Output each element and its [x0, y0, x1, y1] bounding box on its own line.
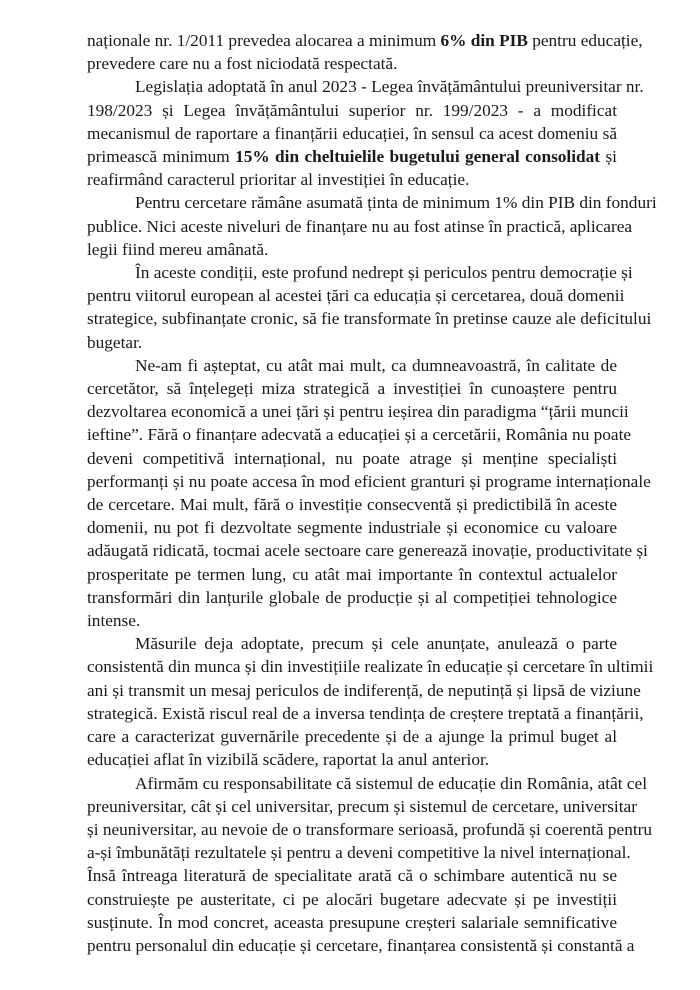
- text-segment: strategice, subfinanțate cronic, să fie transformate în pretinse cauze ale deficitului: [87, 309, 652, 329]
- text-line: [87, 493, 617, 516]
- text-line: [87, 609, 617, 632]
- text-segment: pentru educație,: [527, 31, 643, 50]
- text-line: [87, 516, 617, 539]
- text-segment: consistentă din munca și din investițiile realizate în educație și cercetare în ultimii: [87, 657, 654, 677]
- text-segment: dezvoltarea economică a unei țări și pentru ieșirea din paradigma “țării muncii: [87, 402, 629, 422]
- text-segment: domenii, nu pot fi dezvoltate segmente industriale și economice cu valoare: [87, 518, 617, 538]
- text-line: [87, 702, 644, 725]
- bold-text: 15% din cheltuielile bugetului general consolidat: [235, 147, 601, 167]
- text-line: [87, 400, 629, 423]
- text-line: [87, 354, 617, 377]
- text-segment: care a caracterizat guvernările precedente și de a ajunge la primul buget al: [87, 727, 617, 747]
- text-segment: publice. Nici aceste niveluri de finanțare nu au fost atinse în practică, aplicarea: [87, 216, 633, 236]
- text-segment: transformări din lanțurile globale de producție și al competiției tehnologice: [87, 587, 617, 607]
- text-line: [87, 99, 617, 122]
- text-segment: și neuniversitar, au nevoie de o transformare serioasă, profundă și coerentă pentru: [87, 819, 653, 839]
- text-line: [87, 168, 617, 191]
- text-segment: mecanismul de raportare a finanțării educației, în sensul ca acest domeniu să: [87, 123, 617, 143]
- text-line: [87, 307, 652, 330]
- text-line: [87, 772, 648, 795]
- text-segment: bugetar.: [87, 332, 143, 352]
- text-line: [87, 748, 617, 771]
- text-line: [87, 586, 617, 609]
- text-line: [87, 888, 617, 911]
- text-line: [87, 655, 654, 678]
- text-segment: preuniversitar, cât și cel universitar, precum și sistemul de cercetare, universitar: [87, 796, 637, 816]
- text-segment: a-și îmbunătăți rezultatele și pentru a deveni competitive la nivel internațional.: [87, 843, 631, 863]
- text-segment: și: [600, 147, 617, 167]
- text-segment: de cercetare. Mai mult, fără o investiție consecventă și predictibilă în aceste: [87, 495, 617, 515]
- text-line: [87, 911, 617, 934]
- bold-text: 6% din PIB: [440, 31, 528, 50]
- paragraph-p6: [87, 632, 654, 771]
- text-segment: Însă întreaga literatură de specialitate arată că o schimbare autentică nu se: [87, 866, 617, 886]
- text-segment: 198/2023 și Legea învățământului superior nr. 199/2023 - a modificat: [87, 100, 617, 120]
- text-segment: intense.: [87, 611, 141, 631]
- text-segment: performanți și nu poate accesa în mod eficient granturi și programe internaționale: [87, 471, 651, 491]
- text-segment: susținute. În mod concret, aceasta presupune creșteri salariale semnificative: [87, 912, 617, 932]
- text-segment: ieftine”. Fără o finanțare adecvată a educației și a cercetării, România nu poate: [87, 425, 632, 445]
- text-segment: pentru viitorul european al acestei țări ca educația și cercetarea, două domenii: [87, 286, 625, 306]
- text-segment: reafirmând caracterul prioritar al investiției în educație.: [87, 170, 470, 190]
- text-line: [87, 191, 657, 214]
- text-segment: educației aflat în vizibilă scădere, raportat la anul anterior.: [87, 750, 490, 770]
- paragraph-p1: [87, 29, 643, 75]
- text-line: [87, 447, 617, 470]
- text-segment: prosperitate pe termen lung, cu atât mai importante în contextul actualelor: [87, 564, 617, 584]
- text-line: [87, 934, 635, 957]
- paragraph-p2: [87, 75, 644, 191]
- text-line: [87, 423, 632, 446]
- text-segment: Legislația adoptată în anul 2023 - Legea învățământului preuniversitar nr.: [135, 77, 644, 97]
- text-line: [87, 841, 631, 864]
- text-segment: Pentru cercetare rămâne asumată ținta de minimum 1% din PIB din fonduri: [135, 193, 657, 213]
- paragraph-p5: [87, 354, 651, 632]
- text-line: [87, 377, 617, 400]
- text-line: [87, 145, 617, 168]
- text-line: [87, 679, 641, 702]
- paragraph-p4: [87, 261, 652, 354]
- text-segment: prevedere care nu a fost niciodată respectată.: [87, 54, 398, 74]
- text-line: [87, 539, 648, 562]
- text-segment: Afirmăm cu responsabilitate că sistemul de educație din România, atât cel: [135, 773, 648, 793]
- text-line: [87, 122, 617, 145]
- paragraph-p7: [87, 772, 653, 958]
- text-segment: ani și transmit un mesaj periculos de indiferență, de neputință și lipsă de viziune: [87, 680, 641, 700]
- text-segment: legii fiind mereu amânată.: [87, 239, 269, 259]
- text-segment: construiește pe austeritate, ci pe alocări bugetare adecvate și pe investiții: [87, 889, 617, 909]
- text-segment: Măsurile deja adoptate, precum și cele anunțate, anulează o parte: [135, 634, 617, 654]
- text-line: [87, 29, 643, 52]
- text-segment: strategică. Există riscul real de a inversa tendința de creștere treptată a finanțării,: [87, 703, 644, 723]
- text-line: [87, 261, 633, 284]
- text-line: [87, 795, 637, 818]
- text-line: [87, 864, 617, 887]
- text-segment: pentru personalul din educație și cercetare, finanțarea consistentă și constantă a: [87, 935, 635, 955]
- text-segment: Ne-am fi așteptat, cu atât mai mult, ca dumneavoastră, în calitate de: [135, 355, 617, 375]
- text-segment: deveni competitivă internațional, nu poate atrage și menține specialiști: [87, 448, 617, 468]
- text-line: [87, 331, 617, 354]
- text-line: [87, 284, 625, 307]
- text-segment: cercetător, să înțelegeți miza strategică a investiției în cunoaștere pentru: [87, 379, 617, 399]
- text-line: [87, 75, 644, 98]
- text-line: [87, 52, 617, 75]
- text-line: [87, 818, 653, 841]
- text-line: [87, 470, 651, 493]
- text-line: [87, 632, 617, 655]
- text-segment: În aceste condiții, este profund nedrept și periculos pentru democrație și: [135, 263, 633, 283]
- text-line: [87, 725, 617, 748]
- text-segment: adăugată ridicată, tocmai acele sectoare care generează inovație, productivitate și: [87, 541, 648, 561]
- text-line: [87, 215, 633, 238]
- text-line: [87, 563, 617, 586]
- text-segment: naționale nr. 1/2011 prevedea alocarea a minimum: [87, 31, 441, 50]
- text-line: [87, 238, 617, 261]
- text-segment: primească minimum: [87, 147, 236, 167]
- paragraph-p3: [87, 191, 657, 261]
- document-page: [87, 29, 657, 957]
